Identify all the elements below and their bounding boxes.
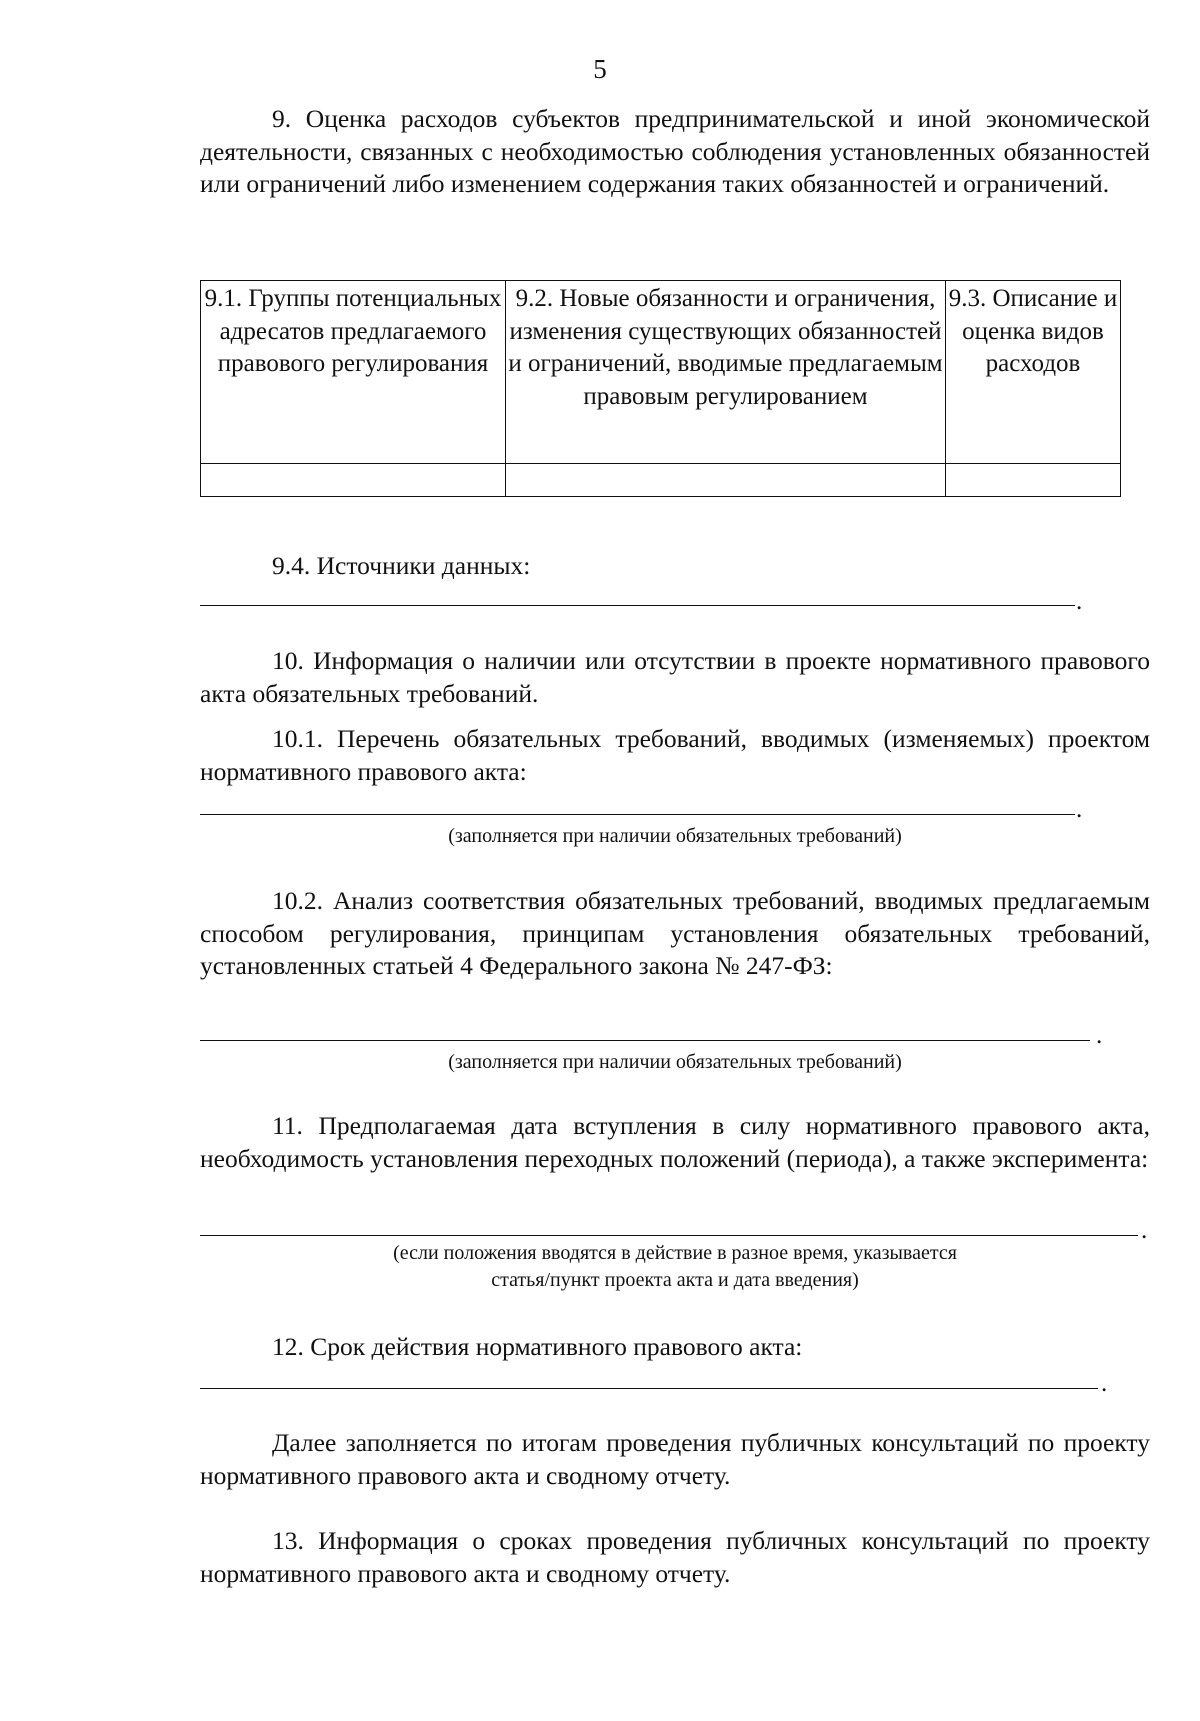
line-end-mark: . bbox=[1141, 1217, 1148, 1244]
section-13-heading: 13. Информация о сроках проведения публичных консультаций по проекту нормативного правового акта и сводному отчету. bbox=[200, 1526, 1150, 1588]
section-9-heading: 9. Оценка расходов субъектов предпринимательской и иной экономической деятельности, связанных с необходимостью соблюдения установленных обязанностей или ограничений либо изменением содержания таких обязанностей и ограничений. bbox=[200, 104, 1150, 198]
table-row bbox=[201, 464, 1121, 497]
section-10-1-hint: (заполняется при наличии обязательных требований) bbox=[448, 825, 902, 847]
section-11-hint-line1: (если положения вводятся в действие в разное время, указывается bbox=[393, 1242, 957, 1264]
section-9-4-sources-label: 9.4. Источники данных: bbox=[272, 551, 531, 580]
section-11-hint-line2: статья/пункт проекта акта и дата введения) bbox=[491, 1269, 859, 1291]
table-cell bbox=[946, 464, 1121, 497]
line-end-mark: . bbox=[1096, 1022, 1103, 1049]
section-10-2-fill-line bbox=[200, 1040, 1090, 1041]
table-header-obligations: 9.2. Новые обязанности и ограничения, изменения существующих обязанностей и ограничений, вводимые предлагаемым правовым регулированием bbox=[506, 281, 946, 464]
section-10-2-text: 10.2. Анализ соответствия обязательных требований, вводимых предлагаемым способом регулирования, принципам установления обязательных требований, установленных статьей 4 Федерального закона № 247-ФЗ: bbox=[200, 886, 1150, 980]
section-12-fill-line bbox=[200, 1388, 1098, 1389]
line-end-mark: . bbox=[1101, 1370, 1108, 1397]
section-10-heading: 10. Информация о наличии или отсутствии в проекте нормативного правового акта обязательных требований. bbox=[200, 646, 1150, 708]
sources-fill-line bbox=[200, 605, 1075, 606]
section-10-1-text: 10.1. Перечень обязательных требований, вводимых (изменяемых) проектом нормативного правового акта: bbox=[200, 724, 1150, 786]
table-header-groups: 9.1. Группы потенциальных адресатов предлагаемого правового регулирования bbox=[201, 281, 506, 464]
page-number: 5 bbox=[593, 54, 607, 84]
table-header-expenses: 9.3. Описание и оценка видов расходов bbox=[946, 281, 1121, 464]
after-consultations-note: Далее заполняется по итогам проведения публичных консультаций по проекту нормативного правового акта и сводному отчету. bbox=[200, 1428, 1150, 1490]
section-11-heading: 11. Предполагаемая дата вступления в силу нормативного правового акта, необходимость установления переходных положений (периода), а также эксперимента: bbox=[200, 1111, 1150, 1173]
line-end-mark: . bbox=[1076, 588, 1083, 615]
section-12-heading: 12. Срок действия нормативного правового акта: bbox=[272, 1332, 803, 1361]
section-10-2-hint: (заполняется при наличии обязательных требований) bbox=[448, 1051, 902, 1073]
table-cell bbox=[201, 464, 506, 497]
section-10-1-fill-line bbox=[200, 814, 1075, 815]
table-header-row bbox=[201, 281, 1121, 464]
line-end-mark: . bbox=[1076, 796, 1083, 823]
section-11-fill-line bbox=[200, 1235, 1138, 1236]
table-cell bbox=[506, 464, 946, 497]
expenses-table bbox=[200, 280, 1121, 497]
